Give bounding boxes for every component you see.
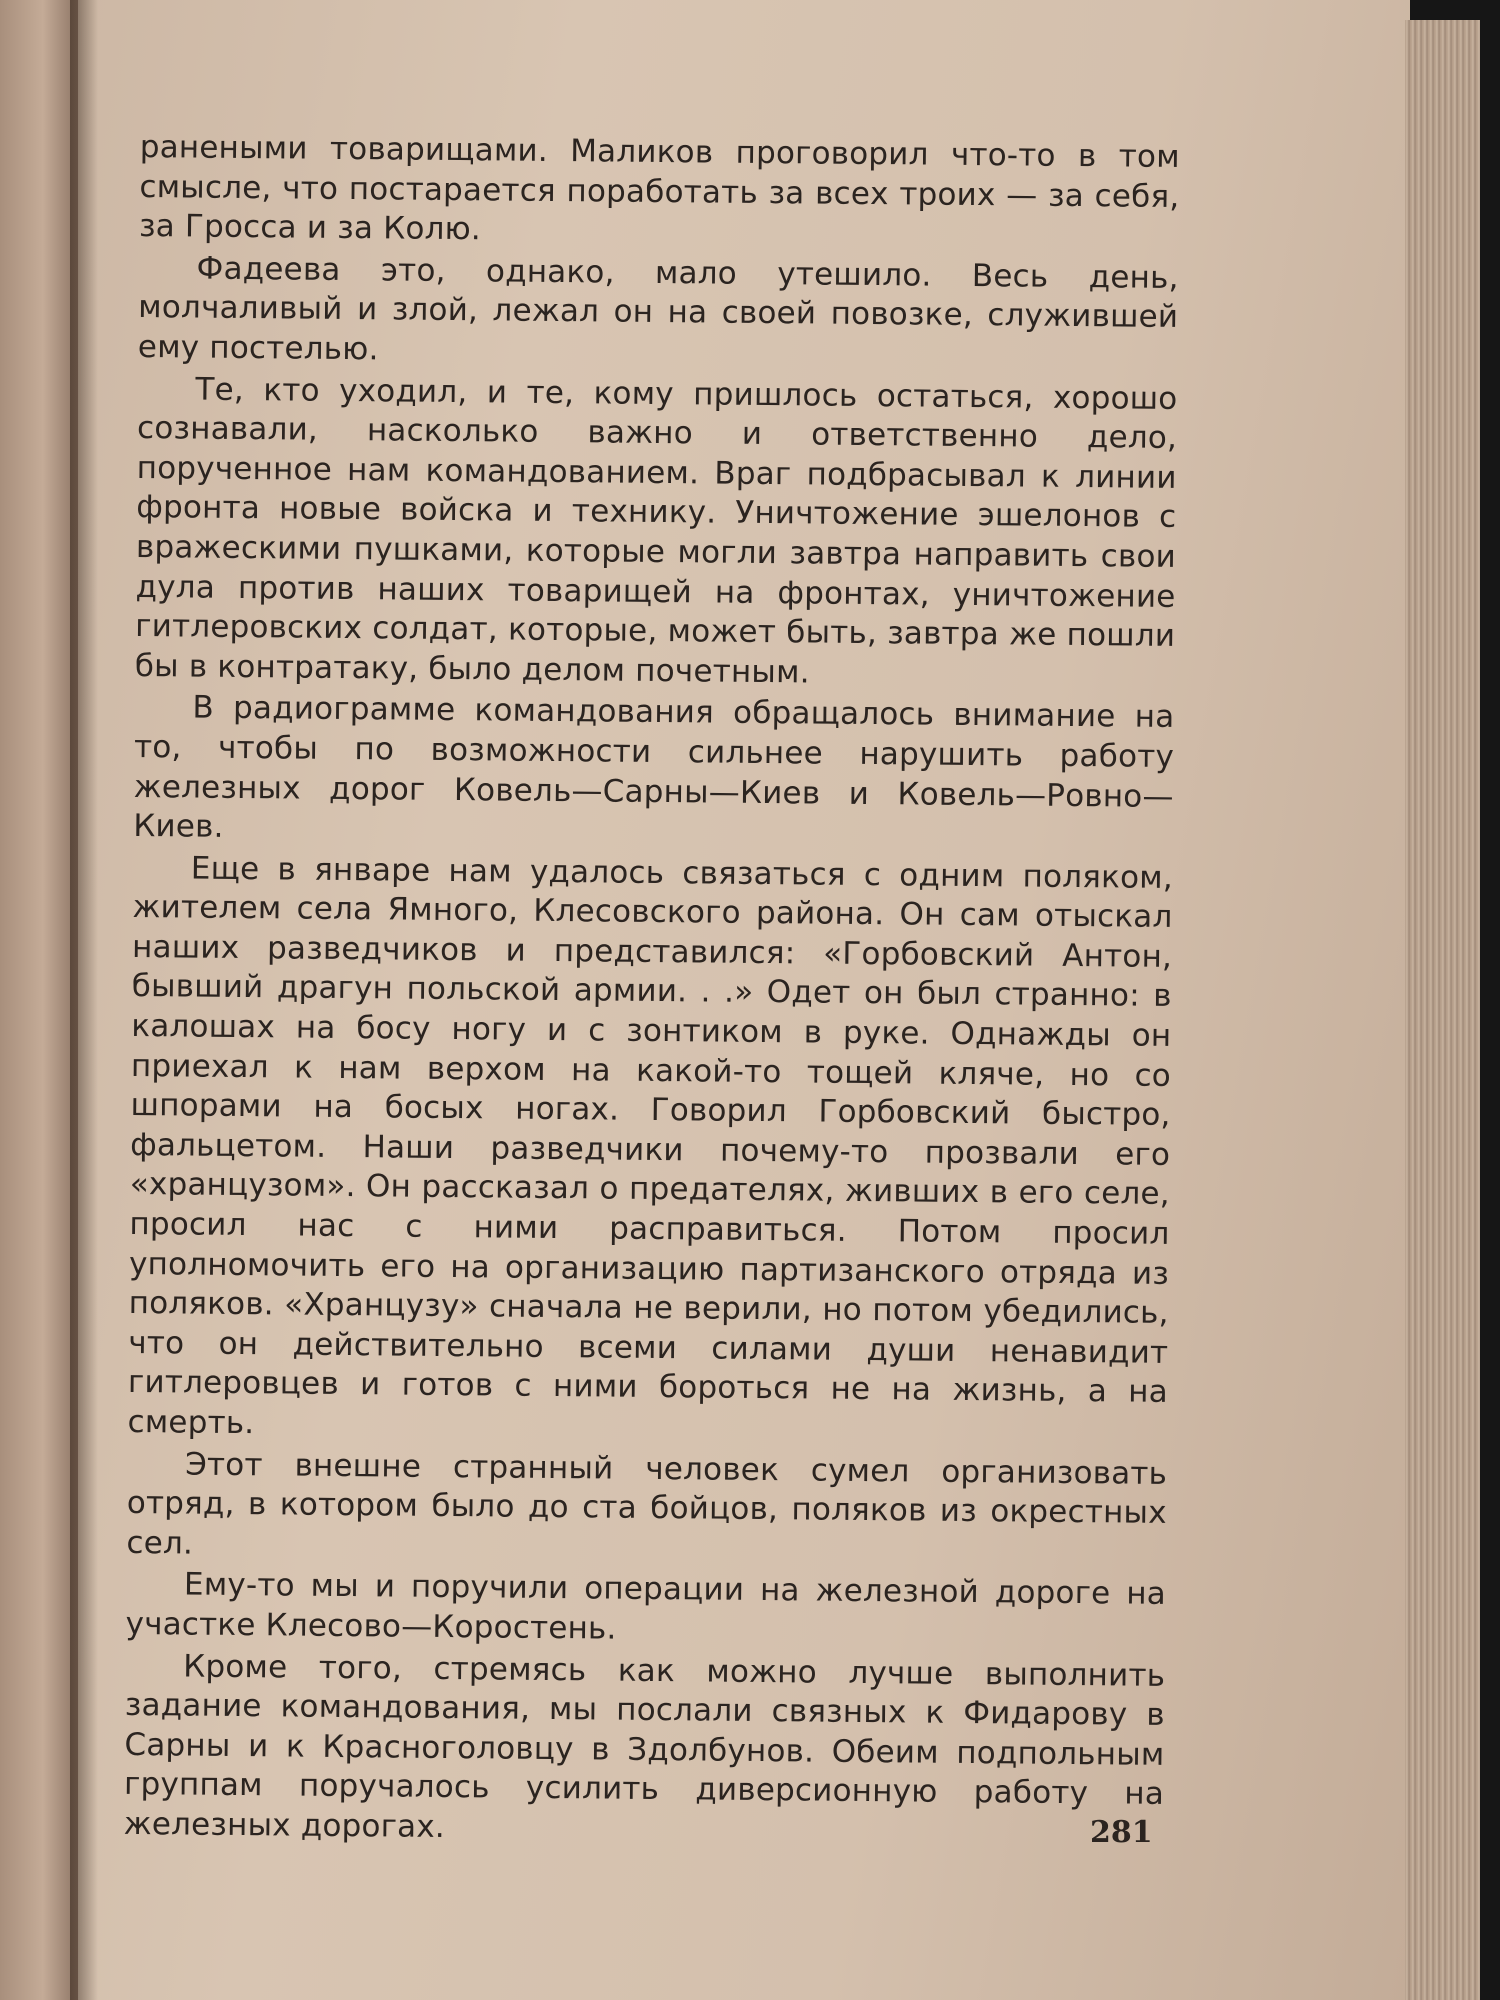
paragraph: Этот внешне странный человек сумел организовать отряд, в котором было до ста бойцов, поляков из окрестных сел. <box>126 1446 1168 1562</box>
paragraph: Фадеева это, однако, мало утешило. Весь день, молчаливый и злой, лежал он на своей повозке, служившей ему постелью. <box>137 250 1179 368</box>
page-number: 281 <box>1090 1815 1153 1850</box>
page-stack-edge <box>1405 20 1480 2000</box>
gutter-shadow <box>70 0 98 2000</box>
left-page-edge <box>0 0 78 2000</box>
paragraph: Те, кто уходил, и те, кому пришлось остаться, хорошо сознавали, насколько важно и ответственно дело, порученное нам командованием. Враг подбрасывал к линии фронта новые войска и технику. Уничтожение эшелонов с вражескими пушками, которые могли завтра направить свои дула против наших товарищей на фронтах, уничтожение гитлеровских солдат, которые, может быть, завтра же пошли бы в контратаку, было делом почетным. <box>134 371 1178 691</box>
page-text <box>124 128 1180 1856</box>
paragraph: В радиограмме командования обращалось внимание на то, чтобы по возможности сильнее нарушить работу железных дорог Ковель—Сарны—Киев и Ковель—Ровно—Киев. <box>133 689 1175 845</box>
paragraph: ранеными товарищами. Маликов проговорил что-то в том смысле, что постарается поработать за всех троих — за себя, за Гросса и за Колю. <box>138 128 1180 248</box>
paragraph: Еще в январе нам удалось связаться с одним поляком, жителем села Ямного, Клесовского района. Он сам отыскал наших разведчиков и представился: «Горбовский Антон, бывший драгун польской армии. . .» Одет он был странно: в калошах на босу ногу и с зонтиком в руке. Однажды он приехал к нам верхом на какой-то тощей кляче, но со шпорами на босых ногах. Говорил Горбовский быстро, фальцетом. Наши разведчики почему-то прозвали его «хранцузом». Он рассказал о предателях, живших в его селе, просил нас с ними расправиться. Потом просил уполномочить его на организацию партизанского отряда из поляков. «Хранцузу» сначала не верили, но потом убедились, что он действительно всеми силами души ненавидит гитлеровцев и готов с ними бороться не на жизнь, а на смерть. <box>127 850 1174 1442</box>
paragraph: Кроме того, стремясь как можно лучше выполнить задание командования, мы послали связных к Фидарову в Сарны и к Красноголовцу в Здолбунов. Обеим подпольным группам поручалось усилить диверсионную работу на железных дорогах. <box>123 1648 1166 1845</box>
paragraph: Ему-то мы и поручили операции на железной дороге на участке Клесово—Коростень. <box>125 1566 1167 1647</box>
